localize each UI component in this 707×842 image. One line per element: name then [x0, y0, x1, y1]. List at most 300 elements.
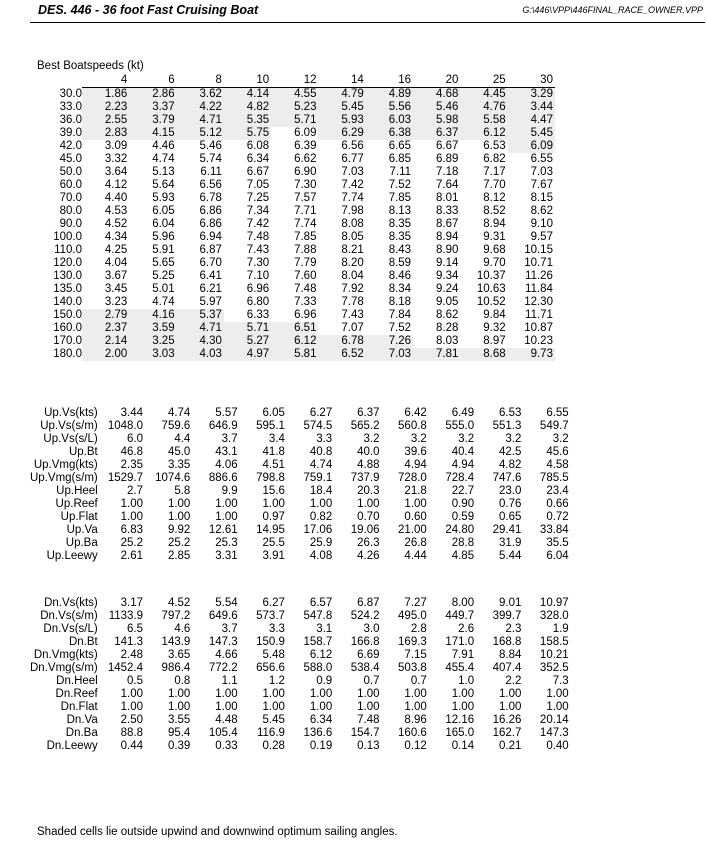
boatspeed-cell: 9.68 [483, 244, 506, 256]
boatspeed-cell: 6.56 [199, 179, 222, 191]
stat-cell: 4.85 [451, 550, 475, 562]
boatspeed-cell: 4.71 [177, 114, 224, 127]
boatspeed-cell: 8.97 [483, 335, 506, 347]
polar-row [30, 270, 555, 283]
boatspeed-cell: 7.85 [388, 192, 412, 204]
stat-cell: 15.6 [262, 485, 285, 497]
boatspeed-cell: 4.97 [224, 348, 271, 361]
downwind-row [30, 727, 571, 740]
boatspeed-cell: 6.34 [246, 153, 270, 165]
stat-cell: 26.8 [404, 537, 427, 549]
stat-cell: 28.8 [451, 537, 475, 549]
stat-cell: 8.96 [404, 714, 427, 726]
upwind-row [30, 420, 571, 433]
boatspeed-cell: 10.37 [476, 270, 506, 282]
boatspeed-cell: 6.55 [530, 153, 553, 165]
heading-angle: 42.0 [59, 140, 82, 152]
stat-cell: 0.7 [410, 675, 427, 687]
boatspeed-cell: 7.48 [294, 283, 317, 295]
stat-cell: 0.72 [546, 511, 569, 523]
boatspeed-cell: 8.59 [388, 257, 412, 269]
stat-cell: 1133.9 [108, 610, 144, 622]
stat-cell: 555.0 [445, 420, 475, 432]
boatspeed-cell: 10.15 [524, 244, 553, 256]
stat-cell: 1.00 [215, 511, 238, 523]
stat-cell: 4.66 [215, 649, 238, 661]
boatspeed-cell: 7.67 [530, 179, 553, 191]
downwind-row [30, 701, 571, 714]
boatspeed-cell: 6.12 [271, 335, 318, 348]
stat-cell: 1.00 [404, 688, 427, 700]
boatspeed-cell: 9.70 [483, 257, 506, 269]
stat-cell: 6.83 [120, 524, 144, 536]
boatspeed-cell: 3.03 [129, 348, 176, 361]
stat-cell: 737.9 [350, 472, 380, 484]
stat-cell: 4.48 [215, 714, 238, 726]
stat-cell: 0.70 [357, 511, 380, 523]
stat-cell: 1.00 [262, 701, 285, 713]
boatspeed-cell: 4.47 [508, 114, 555, 127]
stat-cell: 3.4 [268, 433, 285, 445]
stat-label: Dn.Reef [55, 688, 98, 700]
boatspeed-cell: 8.90 [435, 244, 459, 256]
boatspeed-cell: 3.67 [104, 270, 128, 282]
stat-cell: 0.5 [127, 675, 144, 687]
stat-cell: 6.57 [309, 597, 333, 609]
upwind-row [30, 550, 571, 563]
stat-cell: 3.65 [167, 649, 191, 661]
stat-cell: 560.8 [398, 420, 427, 432]
boatspeed-cell: 3.23 [104, 296, 128, 308]
boatspeed-cell: 6.09 [294, 127, 317, 139]
downwind-row [30, 597, 571, 610]
boatspeed-cell: 5.65 [152, 257, 175, 269]
boatspeed-cell: 10.52 [476, 296, 506, 308]
stat-cell: 7.3 [552, 675, 569, 687]
stat-cell: 6.53 [499, 407, 522, 419]
polar-row [30, 257, 555, 270]
stat-cell: 1.00 [404, 701, 427, 713]
boatspeed-cell: 8.33 [435, 205, 459, 217]
stat-cell: 6.37 [357, 407, 380, 419]
stat-cell: 3.55 [167, 714, 191, 726]
stat-cell: 0.65 [499, 511, 522, 523]
boatspeed-cell: 8.94 [483, 218, 506, 230]
stat-cell: 7.15 [404, 649, 427, 661]
polar-row [30, 218, 555, 231]
stat-cell: 5.45 [262, 714, 285, 726]
boatspeed-cell: 6.94 [199, 231, 222, 243]
stat-cell: 8.00 [451, 597, 475, 609]
downwind-row [30, 740, 571, 753]
stat-cell: 649.6 [208, 610, 238, 622]
stat-cell: 171.0 [445, 636, 475, 648]
boatspeed-cell: 5.81 [271, 348, 318, 361]
stat-cell: 1452.4 [107, 662, 144, 674]
stat-cell: 25.5 [262, 537, 285, 549]
boatspeed-cell: 4.52 [104, 218, 128, 230]
heading-angle: 140.0 [53, 296, 82, 308]
boatspeed-cell: 6.87 [199, 244, 222, 256]
heading-angle: 33.0 [59, 101, 82, 113]
corner-cell [30, 74, 82, 88]
boatspeed-cell: 4.22 [177, 101, 224, 114]
stat-label: Up.Vmg(kts) [33, 459, 98, 471]
stat-cell: 573.7 [256, 610, 285, 622]
stat-cell: 0.60 [404, 511, 427, 523]
boatspeed-polar-table [30, 74, 555, 361]
boatspeed-cell: 5.46 [199, 140, 222, 152]
boatspeed-cell: 8.94 [435, 231, 459, 243]
boatspeed-cell: 7.70 [483, 179, 506, 191]
stat-cell: 4.51 [262, 459, 285, 471]
windspeed-header: 14 [318, 74, 365, 88]
boatspeed-cell: 7.07 [341, 322, 364, 334]
stat-cell: 588.0 [303, 662, 333, 674]
boatspeed-cell: 8.18 [388, 296, 412, 308]
boatspeed-cell: 4.15 [129, 127, 176, 140]
boatspeed-cell: 7.57 [294, 192, 317, 204]
boatspeed-cell: 5.45 [508, 127, 555, 140]
stat-cell: 5.54 [215, 597, 238, 609]
boatspeed-cell: 6.04 [152, 218, 175, 230]
boatspeed-cell: 2.79 [82, 309, 129, 322]
stat-cell: 20.3 [357, 485, 380, 497]
heading-angle: 180.0 [53, 348, 82, 360]
stat-cell: 40.0 [357, 446, 380, 458]
boatspeed-cell: 5.23 [271, 101, 318, 114]
stat-cell: 4.52 [167, 597, 191, 609]
stat-label: Up.Flat [60, 511, 98, 523]
stat-cell: 547.8 [303, 610, 333, 622]
stat-cell: 33.84 [539, 524, 569, 536]
stat-cell: 42.5 [499, 446, 522, 458]
stat-cell: 169.3 [398, 636, 427, 648]
boatspeed-cell: 6.05 [152, 205, 175, 217]
boatspeed-cell: 5.25 [152, 270, 175, 282]
boatspeed-cell: 7.88 [294, 244, 317, 256]
stat-cell: 1.00 [357, 701, 380, 713]
boatspeed-cell: 7.52 [388, 179, 412, 191]
boatspeed-cell: 5.97 [199, 296, 222, 308]
stat-cell: 1.00 [357, 688, 380, 700]
stat-cell: 10.21 [539, 649, 569, 661]
boatspeed-cell: 4.53 [104, 205, 128, 217]
boatspeed-cell: 9.31 [483, 231, 506, 243]
stat-cell: 95.4 [167, 727, 191, 739]
stat-cell: 772.2 [208, 662, 238, 674]
stat-cell: 0.40 [546, 740, 569, 752]
boatspeed-cell: 6.86 [199, 218, 222, 230]
boatspeed-cell: 6.52 [318, 348, 365, 361]
boatspeed-cell: 9.24 [435, 283, 459, 295]
stat-cell: 2.50 [120, 714, 144, 726]
downwind-row [30, 675, 571, 688]
boatspeed-cell: 7.03 [341, 166, 364, 178]
stat-cell: 3.1 [316, 623, 333, 635]
stat-cell: 0.19 [309, 740, 333, 752]
stat-cell: 0.12 [404, 740, 427, 752]
heading-angle: 170.0 [53, 335, 82, 347]
stat-cell: 154.7 [350, 727, 380, 739]
boatspeed-cell: 6.11 [200, 166, 222, 178]
stat-cell: 168.8 [492, 636, 522, 648]
boatspeed-cell: 9.32 [483, 322, 506, 334]
boatspeed-cell: 5.46 [413, 101, 460, 114]
stat-cell: 31.9 [499, 537, 522, 549]
boatspeed-cell: 6.67 [246, 166, 270, 178]
stat-label: Up.Leewy [46, 550, 98, 562]
stat-label: Up.Heel [56, 485, 98, 497]
boatspeed-cell: 2.83 [82, 127, 129, 140]
boatspeed-cell: 4.79 [318, 88, 365, 102]
boatspeed-cell: 6.89 [435, 153, 459, 165]
stat-cell: 4.94 [404, 459, 427, 471]
boatspeed-cell: 2.55 [82, 114, 129, 127]
stat-cell: 1.2 [268, 675, 285, 687]
stat-cell: 656.6 [256, 662, 285, 674]
stat-cell: 25.3 [215, 537, 238, 549]
stat-cell: 3.17 [120, 597, 144, 609]
stat-cell: 7.27 [404, 597, 427, 609]
boatspeed-cell: 6.86 [199, 205, 222, 217]
stat-cell: 1048.0 [107, 420, 144, 432]
boatspeed-cell: 8.20 [341, 257, 364, 269]
stat-cell: 14.95 [256, 524, 285, 536]
polar-row [30, 127, 555, 140]
stat-cell: 759.6 [161, 420, 191, 432]
boatspeed-cell: 6.53 [483, 140, 506, 152]
windspeed-header: 25 [460, 74, 507, 88]
downwind-row [30, 649, 571, 662]
stat-cell: 0.44 [120, 740, 144, 752]
polar-row [30, 192, 555, 205]
heading-angle: 39.0 [59, 127, 82, 139]
boatspeed-cell: 9.05 [435, 296, 459, 308]
heading-angle: 160.0 [53, 322, 82, 334]
stat-cell: 9.92 [167, 524, 191, 536]
polar-table-label: Best Boatspeeds (kt) [37, 60, 144, 72]
stat-cell: 1.00 [451, 701, 475, 713]
stat-cell: 6.49 [451, 407, 475, 419]
stat-cell: 1.00 [262, 498, 285, 510]
boatspeed-cell: 4.89 [366, 88, 413, 102]
heading-angle: 90.0 [59, 218, 82, 230]
stat-cell: 2.3 [505, 623, 522, 635]
stat-label: Up.Vmg(s/m) [30, 472, 98, 484]
stat-cell: 503.8 [398, 662, 427, 674]
stat-cell: 2.2 [505, 675, 522, 687]
polar-row [30, 179, 555, 192]
polar-row [30, 153, 555, 166]
stat-cell: 6.27 [262, 597, 285, 609]
stat-cell: 328.0 [539, 610, 569, 622]
downwind-row [30, 662, 571, 675]
boatspeed-cell: 7.60 [294, 270, 317, 282]
boatspeed-cell: 7.26 [366, 335, 413, 348]
stat-cell: 4.26 [357, 550, 380, 562]
boatspeed-cell: 7.30 [246, 257, 270, 269]
stat-cell: 1.00 [451, 688, 475, 700]
stat-cell: 986.4 [161, 662, 191, 674]
boatspeed-cell: 6.67 [435, 140, 459, 152]
stat-cell: 0.82 [309, 511, 333, 523]
boatspeed-cell: 8.67 [435, 218, 459, 230]
boatspeed-cell: 5.64 [152, 179, 175, 191]
boatspeed-cell: 2.86 [129, 88, 176, 102]
stat-label: Up.Bt [68, 446, 98, 458]
boatspeed-cell: 7.11 [389, 166, 412, 178]
file-path: G:\446\VPP\446FINAL_RACE_OWNER.VPP [522, 5, 703, 15]
stat-cell: 4.82 [499, 459, 522, 471]
downwind-row [30, 636, 571, 649]
stat-label: Dn.Flat [60, 701, 98, 713]
stat-cell: 565.2 [350, 420, 380, 432]
stat-cell: 759.1 [303, 472, 333, 484]
stat-cell: 3.91 [262, 550, 285, 562]
boatspeed-cell: 5.96 [152, 231, 175, 243]
stat-cell: 595.1 [256, 420, 285, 432]
stat-cell: 35.5 [546, 537, 569, 549]
downwind-row [30, 714, 571, 727]
boatspeed-cell: 8.52 [483, 205, 506, 217]
stat-cell: 29.41 [492, 524, 522, 536]
stat-cell: 3.2 [363, 433, 380, 445]
stat-label: Dn.Vs(s/m) [40, 610, 98, 622]
stat-cell: 3.31 [215, 550, 238, 562]
stat-cell: 24.80 [445, 524, 475, 536]
stat-cell: 455.4 [445, 662, 475, 674]
boatspeed-cell: 3.62 [177, 88, 224, 102]
stat-cell: 4.94 [451, 459, 475, 471]
boatspeed-cell: 3.44 [508, 101, 555, 114]
boatspeed-cell: 8.43 [388, 244, 412, 256]
stat-cell: 0.8 [174, 675, 191, 687]
stat-cell: 4.06 [215, 459, 238, 471]
upwind-row [30, 524, 571, 537]
stat-cell: 3.2 [410, 433, 427, 445]
boatspeed-cell: 4.76 [460, 101, 507, 114]
stat-cell: 41.8 [262, 446, 285, 458]
boatspeed-cell: 5.71 [271, 114, 318, 127]
heading-angle: 36.0 [59, 114, 82, 126]
upwind-performance-table [30, 407, 571, 563]
boatspeed-cell: 4.82 [224, 101, 271, 114]
stat-cell: 143.9 [161, 636, 191, 648]
stat-cell: 2.6 [458, 623, 475, 635]
downwind-row [30, 623, 571, 636]
stat-cell: 7.48 [357, 714, 380, 726]
stat-cell: 18.4 [309, 485, 333, 497]
heading-angle: 50.0 [59, 166, 82, 178]
boatspeed-cell: 7.34 [246, 205, 270, 217]
stat-cell: 5.57 [215, 407, 238, 419]
stat-cell: 21.8 [404, 485, 427, 497]
stat-label: Up.Vs(s/L) [43, 433, 98, 445]
stat-label: Up.Ba [65, 537, 98, 549]
boatspeed-cell: 6.90 [294, 166, 317, 178]
stat-cell: 3.2 [505, 433, 522, 445]
stat-cell: 88.8 [120, 727, 144, 739]
stat-cell: 5.44 [499, 550, 522, 562]
boatspeed-cell: 4.40 [104, 192, 128, 204]
stat-cell: 0.90 [451, 498, 475, 510]
boatspeed-cell: 4.55 [271, 88, 318, 102]
boatspeed-cell: 9.10 [530, 218, 553, 230]
stat-cell: 4.58 [546, 459, 569, 471]
boatspeed-cell: 8.13 [388, 205, 412, 217]
boatspeed-cell: 5.58 [460, 114, 507, 127]
boatspeed-cell: 3.29 [508, 88, 555, 102]
boatspeed-cell: 8.04 [341, 270, 364, 282]
stat-cell: 116.9 [256, 727, 285, 739]
stat-cell: 12.61 [208, 524, 238, 536]
stat-cell: 2.7 [127, 485, 144, 497]
stat-cell: 23.4 [546, 485, 569, 497]
stat-cell: 26.3 [357, 537, 380, 549]
heading-angle: 70.0 [59, 192, 82, 204]
stat-cell: 1074.6 [155, 472, 191, 484]
upwind-row [30, 472, 571, 485]
stat-cell: 1.00 [215, 498, 238, 510]
downwind-row [30, 688, 571, 701]
stat-cell: 147.3 [539, 727, 569, 739]
stat-cell: 136.6 [303, 727, 333, 739]
stat-label: Dn.Vmg(s/m) [30, 662, 98, 674]
stat-cell: 4.74 [167, 407, 191, 419]
stat-cell: 6.55 [546, 407, 569, 419]
upwind-row [30, 459, 571, 472]
boatspeed-cell: 5.74 [199, 153, 222, 165]
boatspeed-cell: 4.74 [152, 153, 175, 165]
upwind-row [30, 498, 571, 511]
boatspeed-cell: 4.74 [152, 296, 175, 308]
polar-row [30, 322, 555, 335]
boatspeed-cell: 6.78 [199, 192, 222, 204]
polar-row [30, 114, 555, 127]
boatspeed-cell: 8.68 [460, 348, 507, 361]
boatspeed-cell: 3.59 [129, 322, 176, 335]
boatspeed-cell: 10.87 [524, 322, 553, 334]
stat-cell: 728.4 [445, 472, 475, 484]
boatspeed-cell: 10.71 [524, 257, 553, 269]
stat-label: Dn.Vs(s/L) [43, 623, 98, 635]
boatspeed-cell: 2.14 [82, 335, 129, 348]
stat-cell: 2.85 [167, 550, 191, 562]
stat-cell: 166.8 [350, 636, 380, 648]
stat-cell: 0.9 [316, 675, 333, 687]
boatspeed-cell: 5.93 [152, 192, 175, 204]
stat-cell: 40.4 [451, 446, 475, 458]
boatspeed-cell: 4.45 [460, 88, 507, 102]
stat-cell: 524.2 [350, 610, 380, 622]
stat-cell: 4.4 [174, 433, 191, 445]
boatspeed-cell: 3.79 [129, 114, 176, 127]
windspeed-header: 4 [82, 74, 129, 88]
boatspeed-cell: 8.35 [388, 218, 412, 230]
stat-cell: 0.39 [167, 740, 191, 752]
stat-cell: 3.44 [120, 407, 144, 419]
boatspeed-cell: 2.23 [82, 101, 129, 114]
boatspeed-cell: 4.03 [177, 348, 224, 361]
stat-label: Dn.Ba [65, 727, 98, 739]
stat-cell: 147.3 [208, 636, 238, 648]
stat-label: Dn.Va [66, 714, 98, 726]
stat-cell: 399.7 [492, 610, 522, 622]
stat-cell: 23.0 [499, 485, 522, 497]
stat-cell: 538.4 [350, 662, 380, 674]
polar-row [30, 205, 555, 218]
